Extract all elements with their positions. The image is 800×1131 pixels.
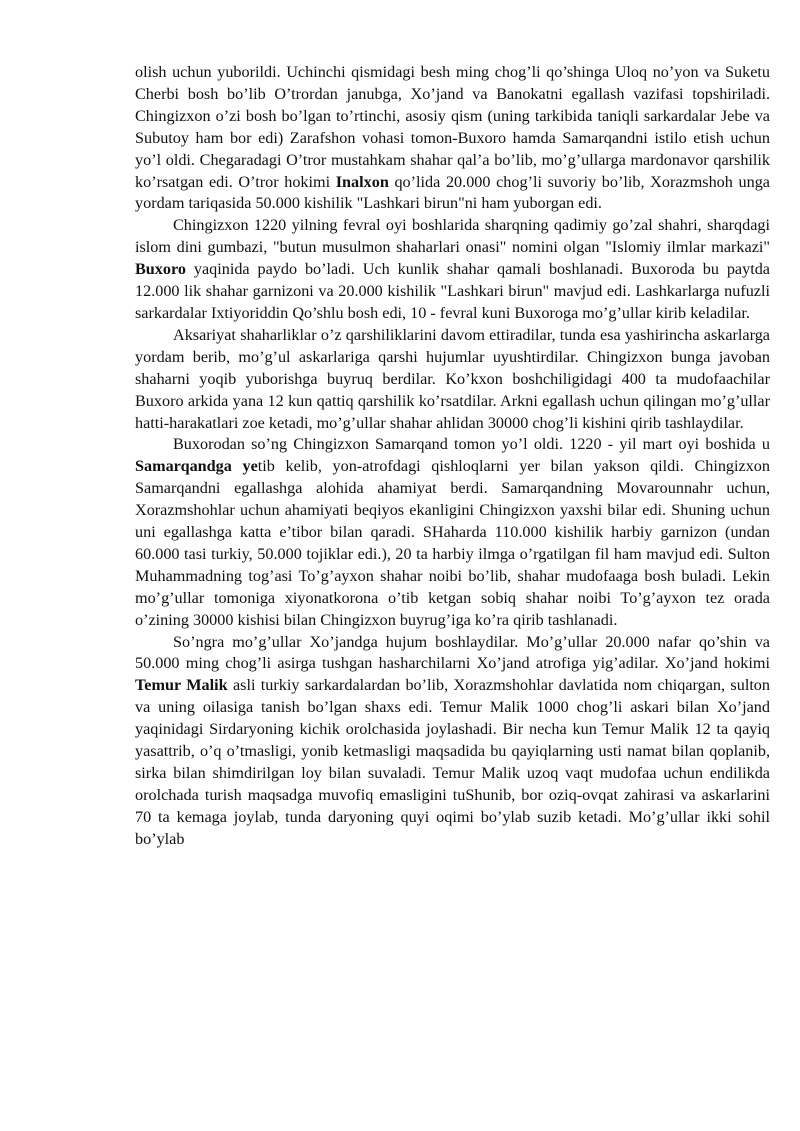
text-run: So’ngra mo’g’ullar Xo’jandga hujum boshlaydilar. Mo’g’ullar 20.000 nafar qo’shin va 50.000 ming chog’li asirga tushgan hasharchilarni Xo’jand atrofiga yig’adilar. Xo’jand hokimi — [135, 632, 770, 673]
text-run: qo’lida 20.000 chog’li suvoriy bo’lib, Xorazmshoh unga yordam tariqasida 50.000 kishilik "Lashkari birun"ni ham yuborgan edi. — [135, 172, 770, 213]
bold-term: Temur Malik — [135, 676, 228, 695]
text-run: yaqinida paydo bo’ladi. Uch kunlik shahar qamali boshlanadi. Buxoroda bu paytda 12.000 lik shahar garnizoni va 20.000 kishilik "Lashkari birun" mavjud edi. Lashkarlarga nufuzli sarkardalar Ixtiyoriddin Qo’shlu bosh edi, 10 - fevral kuni Buxoroga mo’g’ullar kirib keladilar. — [135, 260, 770, 322]
text-run: olish uchun yuborildi. Uchinchi qismidagi besh ming chog’li qo’shinga Uloq no’yon va Suketu Cherbi bosh bo’lib O’trordan janubga, Xo’jand va Banokatni egallash vazifasi topshiriladi. Chingizxon o’zi bosh bo’lgan to’rtinchi, asosiy qism (uning tarkibida taniqli sarkardalar Jebe va Subutoy ham bor edi) Zarafshon vohasi tomon-Buxoro hamda Samarqandni istilo etish uchun yo’l oldi. Chegaradagi O’tror mustahkam shahar qal’a bo’lib, mo’g’ullarga mardonavor qarshilik ko’rsatgan edi. O’tror hokimi — [135, 63, 770, 191]
paragraph-buxoro-siege — [135, 215, 770, 325]
text-run: Chingizxon 1220 yilning fevral oyi boshlarida sharqning qadimiy go’zal shahri, sharqdagi islom dini gumbazi, "butun musulmon shaharlari onasi" nomini olgan "Islomiy ilmlar markazi" — [135, 216, 770, 257]
bold-term: Samarqandga ye — [135, 457, 258, 476]
text-run: Buxorodan so’ng Chingizxon Samarqand tomon yo’l oldi. 1220 - yil mart oyi boshida u — [173, 435, 770, 454]
paragraph-buxoro-resistance — [135, 325, 770, 435]
paragraph-otror — [135, 62, 770, 215]
paragraph-samarqand — [135, 434, 770, 631]
text-run: Aksariyat shaharliklar o’z qarshiliklarini davom ettiradilar, tunda esa yashirincha askarlarga yordam berib, mo’g’ul askarlariga qarshi hujumlar uyushtirdilar. Chingizxon bunga javoban shaharni yoqib yuborishga buyruq berdilar. Ko’kxon boshchiligidagi 400 ta mudofaachilar Buxoro arkida yana 12 kun qattiq qarshilik ko’rsatdilar. Arkni egallash uchun qilingan mo’g’ullar hatti-harakatlari zoe ketadi, mo’g’ullar shahar ahlidan 30000 chog’li kishini qirib tashlaydilar. — [135, 325, 770, 432]
text-run: tib kelib, yon-atrofdagi qishloqlarni yer bilan yakson qildi. Chingizxon Samarqandni egallashga alohida ahamiyat berdi. Samarqandning Movarounnahr uchun, Xorazmshohlar uchun ahamiyati beqiyos ekanligini Chingizxon yaxshi bilar edi. Shuning uchun uni egallashga katta e’tibor bilan qaradi. SHaharda 110.000 kishilik harbiy garnizon (undan 60.000 tasi turkiy, 50.000 tojiklar edi.), 20 ta harbiy ilmga o’rgatilgan fil ham mavjud edi. Sulton Muhammadning tog’asi To’g’ayxon shahar noibi bo’lib, shahar mudofaaga bosh buladi. Lekin mo’g’ullar tomoniga xiyonatkorona o’tib ketgan sobiq shahar noibi To’g’ayxon tez orada o’zining 30000 kishisi bilan Chingizxon buyrug’iga ko’ra qirib tashlanadi. — [135, 457, 770, 629]
paragraph-xojand — [135, 632, 770, 851]
text-run: asli turkiy sarkardalardan bo’lib, Xorazmshohlar davlatida nom chiqargan, sulton va uning oilasiga tanish bo’lgan shaxs edi. Temur Malik 1000 chog’li askari bilan Xo’jand yaqinidagi Sirdaryoning kichik orolchasida joylashadi. Bir necha kun Temur Malik 12 ta qayiq yasattrib, o’q o’tmasligi, yonib ketmasligi maqsadida bu qayiqlarning usti namat bilan qoplanib, sirka bilan shimdirilgan loy bilan suvaladi. Temur Malik uzoq vaqt mudofaa uchun endilikda orolchada turish maqsadga muvofiq emasligini tuShunib, bor oziq-ovqat zahirasi va askarlarini 70 ta kemaga joylab, tunda daryoning quyi oqimi bo’ylab suzib ketadi. Mo’g’ullar ikki sohil bo’ylab — [135, 676, 770, 848]
bold-term: Inalxon — [335, 172, 389, 191]
bold-term: Buxoro — [135, 260, 186, 279]
document-page — [135, 62, 770, 851]
